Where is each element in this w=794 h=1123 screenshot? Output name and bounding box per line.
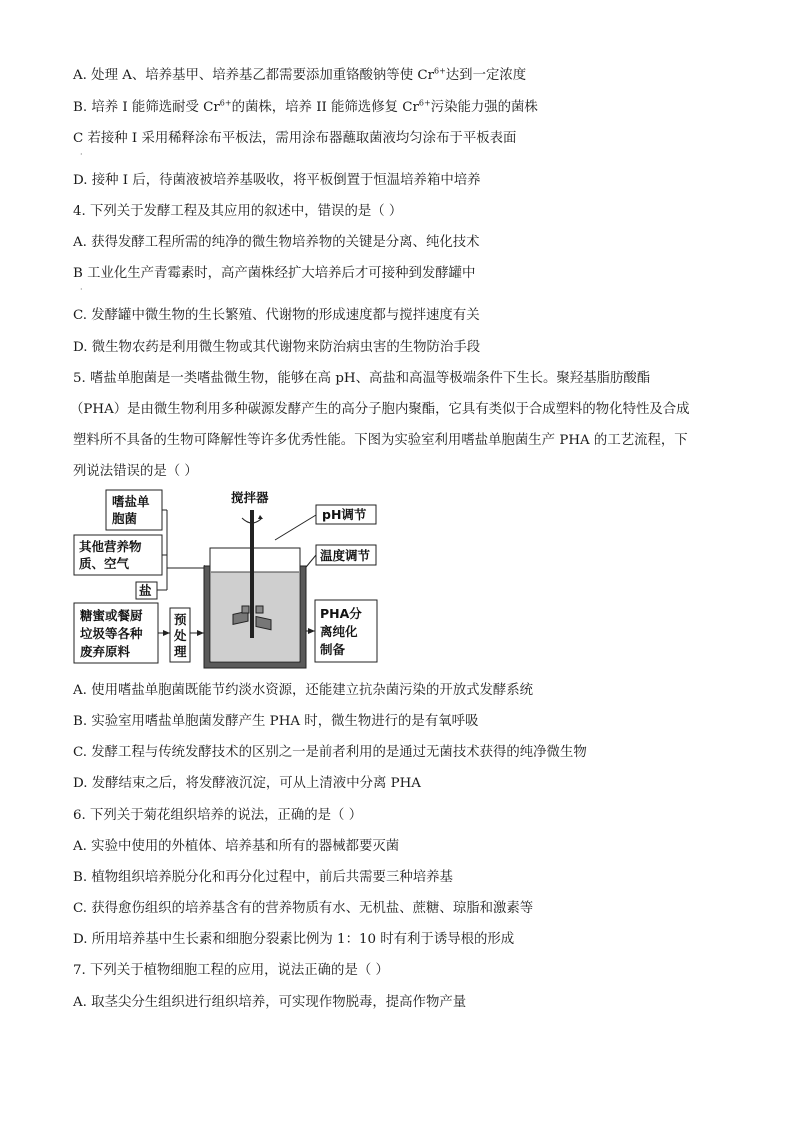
label-raw-2: 垃圾等各种 [80, 626, 143, 641]
label-ph: pH调节 [322, 507, 367, 522]
option-b-prev: B. 培养 I 能筛选耐受 $Cr^{6+}$的菌株，培养 II 能筛选修复 $Cr^{6+}$污染能力强的菌株 [73, 98, 538, 115]
label-out-1: PHA分 [320, 606, 362, 621]
q6-option-c: C. 获得愈伤组织的培养基含有的营养物质有水、无机盐、蔗糖、琼脂和激素等 [73, 901, 534, 916]
label-out-2: 离纯化 [320, 624, 358, 639]
q4-option-c: C. 发酵罐中微生物的生长繁殖、代谢物的形成速度都与搅拌速度有关 [73, 308, 480, 323]
label-raw-1: 糖蜜或餐厨 [80, 608, 143, 623]
label-pre-3: 理 [174, 644, 187, 659]
label-nutrients-2: 质、空气 [79, 556, 130, 571]
label-halomonas-2: 胞菌 [112, 511, 138, 526]
q5-stem-line1: 5. 嗜盐单胞菌是一类嗜盐微生物，能够在高 pH、高盐和高温等极端条件下生长。聚羟基脂肪酸酯 [73, 371, 651, 386]
q6-option-d: D. 所用培养基中生长素和细胞分裂素比例为 1：10 时有利于诱导根的形成 [73, 932, 515, 947]
label-salt: 盐 [139, 583, 152, 598]
q6-option-a: A. 实验中使用的外植体、培养基和所有的器械都要灭菌 [73, 839, 400, 854]
q4-option-a: A. 获得发酵工程所需的纯净的微生物培养物的关键是分离、纯化技术 [73, 235, 480, 250]
q7-option-a: A. 取茎尖分生组织进行组织培养，可实现作物脱毒，提高作物产量 [73, 995, 467, 1010]
label-stirrer: 搅拌器 [231, 490, 269, 505]
q5-option-a: A. 使用嗜盐单胞菌既能节约淡水资源，还能建立抗杂菌污染的开放式发酵系统 [73, 683, 534, 698]
label-halomonas-1: 嗜盐单 [112, 494, 150, 509]
stray-dot: · [80, 150, 83, 159]
label-nutrients-1: 其他营养物 [79, 539, 142, 554]
q5-stem-line3: 塑料所不具备的生物可降解性等许多优秀性能。下图为实验室利用嗜盐单胞菌生产 PHA 的工艺流程，下 [73, 433, 688, 448]
q5-stem-line2: （PHA）是由微生物利用多种碳源发酵产生的高分子胞内聚酯，它具有类似于合成塑料的物化特性及合成 [70, 402, 690, 417]
option-c-prev: C 若接种 I 采用稀释涂布平板法，需用涂布器蘸取菌液均匀涂布于平板表面 [73, 131, 517, 146]
q4-stem: 4. 下列关于发酵工程及其应用的叙述中，错误的是（ ） [73, 204, 403, 219]
label-pre-2: 处 [174, 628, 187, 643]
pha-process-diagram [70, 488, 390, 674]
q5-stem-line4: 列说法错误的是（ ） [73, 464, 198, 479]
q5-option-d: D. 发酵结束之后，将发酵液沉淀，可从上清液中分离 PHA [73, 776, 421, 791]
q5-option-b: B. 实验室用嗜盐单胞菌发酵产生 PHA 时，微生物进行的是有氧呼吸 [73, 714, 479, 729]
q6-option-b: B. 植物组织培养脱分化和再分化过程中，前后共需要三种培养基 [73, 870, 453, 885]
q5-option-c: C. 发酵工程与传统发酵技术的区别之一是前者利用的是通过无菌技术获得的纯净微生物 [73, 745, 587, 760]
label-temp: 温度调节 [320, 548, 371, 563]
option-d-prev: D. 接种 I 后，待菌液被培养基吸收，将平板倒置于恒温培养箱中培养 [73, 173, 481, 188]
q4-option-d: D. 微生物农药是利用微生物或其代谢物来防治病虫害的生物防治手段 [73, 340, 481, 355]
fermenter-tank [204, 548, 306, 668]
option-a-prev: A. 处理 A、培养基甲、培养基乙都需要添加重铬酸钠等使 $Cr^{6+}$达到一定浓度 [73, 66, 527, 83]
label-pre-1: 预 [174, 612, 187, 627]
label-out-3: 制备 [320, 642, 346, 657]
q4-option-b: B 工业化生产青霉素时，高产菌株经扩大培养后才可接种到发酵罐中 [73, 266, 476, 281]
label-raw-3: 废弃原料 [80, 644, 131, 659]
q7-stem: 7. 下列关于植物细胞工程的应用，说法正确的是（ ） [73, 963, 389, 978]
q6-stem: 6. 下列关于菊花组织培养的说法，正确的是（ ） [73, 808, 363, 823]
stray-dot: · [80, 285, 83, 294]
